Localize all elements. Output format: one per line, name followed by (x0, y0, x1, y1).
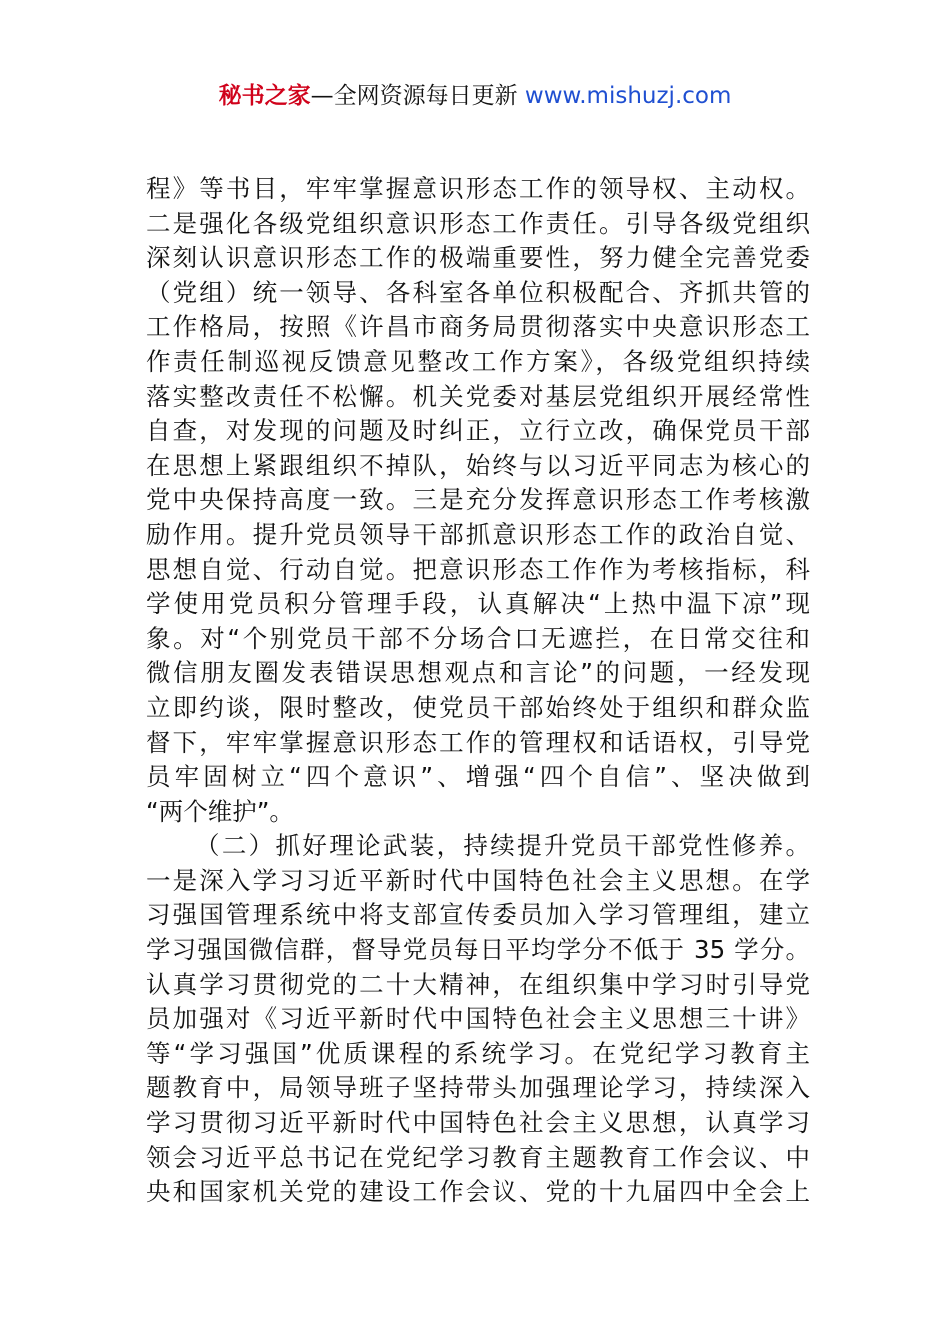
text-line: 一是深入学习习近平新时代中国特色社会主义思想。在学 (146, 865, 810, 895)
text-line: 在思想上紧跟组织不掉队，始终与以习近平同志为核心的 (146, 450, 810, 480)
text-line: 党中央保持高度一致。三是充分发挥意识形态工作考核激 (146, 485, 810, 515)
text-line: 领会习近平总书记在党纪学习教育主题教育工作会议、中 (146, 1142, 810, 1172)
text-line: 员牢固树立“四个意识”、增强“四个自信”、坚决做到 (146, 762, 810, 792)
text-line: 二是强化各级党组织意识形态工作责任。引导各级党组织 (146, 208, 810, 238)
text-line: 学习强国微信群，督导党员每日平均学分不低于 35 学分。 (146, 935, 810, 965)
text-line: 员加强对《习近平新时代中国特色社会主义思想三十讲》 (146, 1004, 810, 1034)
text-line: 立即约谈，限时整改，使党员干部始终处于组织和群众监 (146, 692, 810, 722)
text-line: 等“学习强国”优质课程的系统学习。在党纪学习教育主 (146, 1038, 810, 1068)
text-line: 象。对“个别党员干部不分场合口无遮拦，在日常交往和 (146, 623, 810, 653)
text-line: 自查，对发现的问题及时纠正，立行立改，确保党员干部 (146, 416, 810, 446)
header-url[interactable]: www.mishuzj.com (524, 83, 732, 109)
text-line: 思想自觉、行动自觉。把意识形态工作作为考核指标，科 (146, 554, 810, 584)
text-line: 央和国家机关党的建设工作会议、党的十九届四中全会上 (146, 1177, 810, 1207)
text-line: 微信朋友圈发表错误思想观点和言论”的问题，一经发现 (146, 658, 810, 688)
text-line: （党组）统一领导、各科室各单位积极配合、齐抓共管的 (146, 277, 810, 307)
text-line: 工作格局，按照《许昌市商务局贯彻落实中央意识形态工 (146, 312, 810, 342)
body-text (146, 172, 810, 1210)
text-line: 作责任制巡视反馈意见整改工作方案》，各级党组织持续 (146, 346, 810, 376)
text-line: 学习贯彻习近平新时代中国特色社会主义思想，认真学习 (146, 1108, 810, 1138)
text-line: 程》等书目，牢牢掌握意识形态工作的领导权、主动权。 (146, 174, 810, 203)
text-line: 认真学习贯彻党的二十大精神，在组织集中学习时引导党 (146, 969, 810, 999)
text-line: 学使用党员积分管理手段，认真解决“上热中温下凉”现 (146, 589, 810, 619)
section-heading: （二）抓好理论武装，持续提升党员干部党性修养。 (195, 831, 810, 861)
header-tagline: —全网资源每日更新 (310, 83, 525, 109)
text-line: 深刻认识意识形态工作的极端重要性，努力健全完善党委 (146, 243, 810, 273)
text-line: “两个维护”。 (146, 796, 294, 826)
text-line: 习强国管理系统中将支部宣传委员加入学习管理组，建立 (146, 900, 810, 930)
text-line: 督下，牢牢掌握意识形态工作的管理权和话语权，引导党 (146, 727, 810, 757)
text-line: 励作用。提升党员领导干部抓意识形态工作的政治自觉、 (146, 519, 810, 549)
page-header (0, 78, 950, 114)
header-brand: 秘书之家 (218, 83, 311, 109)
text-line: 题教育中，局领导班子坚持带头加强理论学习，持续深入 (146, 1073, 810, 1103)
text-line: 落实整改责任不松懈。机关党委对基层党组织开展经常性 (146, 381, 810, 411)
